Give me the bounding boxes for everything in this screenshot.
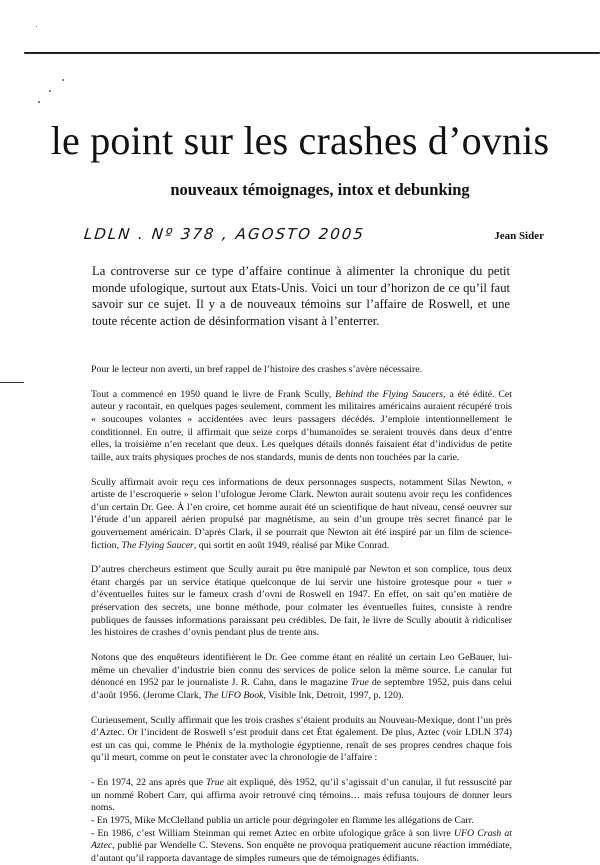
- scan-speck: [38, 101, 40, 103]
- book-title: UFO Crash at Aztec: [91, 827, 512, 852]
- body-paragraph: D’autres chercheurs estiment que Scully aurait pu être manipulé par Newton et son complice, tous deux étant chargés par un service étatique quelconque de lui servir une histoire grotesque pour « tuer » d’éventuelles fuites sur le fameux crash d’ovni de Roswell en 1947. En effet, on sait qu’en matière de préservation des secrets, une bonne méthode, pour colmater les éventuelles fuites, consiste à rendre publiques de fausses informations paraissant peu crédibles. De fait, le livre de Scully aboutit à ridiculiser les histoires de crashes d’ovnis pendant plus de trente ans.: [91, 564, 512, 639]
- handwritten-citation: LDLN . Nº 378 , AGOSTO 2005: [83, 225, 366, 243]
- book-title: The UFO Book: [203, 689, 264, 701]
- article-title: le point sur les crashes d’ovnis: [50, 118, 550, 163]
- film-title: The Flying Saucer: [121, 539, 194, 551]
- body-paragraph: Scully affirmait avoir reçu ces informations de deux personnages suspects, notamment Silas Newton, « artiste de l’escroquerie » selon l’ufologue Jerome Clark. Newton aurait soutenu avoir reçu les confidences d’un certain Dr. Gee. À l’en croire, cet homme aurait été un scientifique de haut niveau, censé oeuvrer sur l’étude d’un appareil aérien propulsé par magnétisme, au sein d’un groupe très secret financé par le gouvernement américain. D’après Clark, il se pourrait que Newton ait été inspiré par un film de science-fiction, The Flying Saucer, qui sortit en août 1949, réalisé par Mike Conrad.: [91, 476, 512, 551]
- article-body: [91, 364, 512, 865]
- lead-paragraph: La controverse sur ce type d’affaire continue à alimenter la chronique du petit monde ufologique, surtout aux Etats-Unis. Voici un tour d’horizon de ce qu’il faut savoir sur ce sujet. Il y a de nouveaux témoins sur l’affaire de Roswell, et une toute récente action de désinformation visant à l’enterrer.: [92, 264, 510, 328]
- body-paragraph: Curieusement, Scully affirmait que les trois crashes s’étaient produits au Nouveau-Mexique, dont l’un près d’Aztec. Or l’incident de Roswell s’est produit dans cet État également. De plus, Aztec (voir LDLN 374) est un cas qui, comme le Phénix de la mythologie égyptienne, renaît de ses propres cendres chaque fois qu’il meurt, comme on peut le constater avec la chronologie de l’affaire :: [91, 714, 512, 764]
- author-name: Jean Sider: [494, 230, 544, 242]
- scan-speck: [36, 26, 37, 27]
- body-paragraph: Pour le lecteur non averti, un bref rappel de l’histoire des crashes s’avère nécessaire.: [91, 364, 423, 375]
- top-rule: [24, 52, 600, 54]
- magazine-title: True: [206, 777, 224, 789]
- margin-mark: [0, 382, 24, 383]
- chronology-item: - En 1975, Mike McClelland publia un article pour dégringoler en flamme les allégations de Carr.: [91, 814, 474, 826]
- body-paragraph: Notons que des enquêteurs identifièrent le Dr. Gee comme étant en réalité un certain Leo GeBauer, lui-même un chevalier d’industrie bien connu des services de police selon la même source. Le canular fut dénoncé en 1952 par le journaliste J. R. Cahn, dans le magazine True de septembre 1952, puis dans celui d’août 1956. (Jerome Clark, The UFO Book, Visible Ink, Detroit, 1997, p. 120).: [91, 652, 512, 701]
- chronology-item: - En 1986, c’est William Steinman qui remet Aztec en orbite ufologique grâce à son livre UFO Crash at Aztec, publié par Wendelle C. Stevens. Son enquête ne provoqua pratiquement aucune réaction immédiate, d’autant qu’il rapporta davantage de simples rumeurs que de témoignages édifiants.: [91, 827, 512, 864]
- scan-speck: [62, 79, 64, 81]
- book-title: Behind the Flying Saucers: [335, 388, 444, 400]
- article-subtitle: nouveaux témoignages, intox et debunking: [170, 180, 470, 199]
- magazine-title: True: [350, 677, 369, 689]
- scan-speck: [49, 90, 51, 92]
- body-paragraph: Tout a commencé en 1950 quand le livre de Frank Scully, Behind the Flying Saucers, a été édité. Cet auteur y racontait, en quelques pages seulement, comment les militaires américains auraient récupéré trois « soucoupes volantes » accidentées avec leurs passagers décédés. J’emploie intentionnellement le conditionnel. En outre, il affirmait que seize corps d’humanoïdes se seraient trouvés dans deux d’entre elles, la troisième n’en recelant que deux. Les quelques détails donnés faisaient état d’individus de petite taille, aux traits physiques proches de nos standards, munis de dents non touchées par la carie.: [91, 388, 512, 463]
- chronology-item: - En 1974, 22 ans après que True ait expliqué, dès 1952, qu’il s’agissait d’un canular, il fut ressuscité par un nommé Robert Carr, qui affirma avoir retrouvé cinq témoins… mais refusa toujours de donner leurs noms.: [91, 777, 512, 814]
